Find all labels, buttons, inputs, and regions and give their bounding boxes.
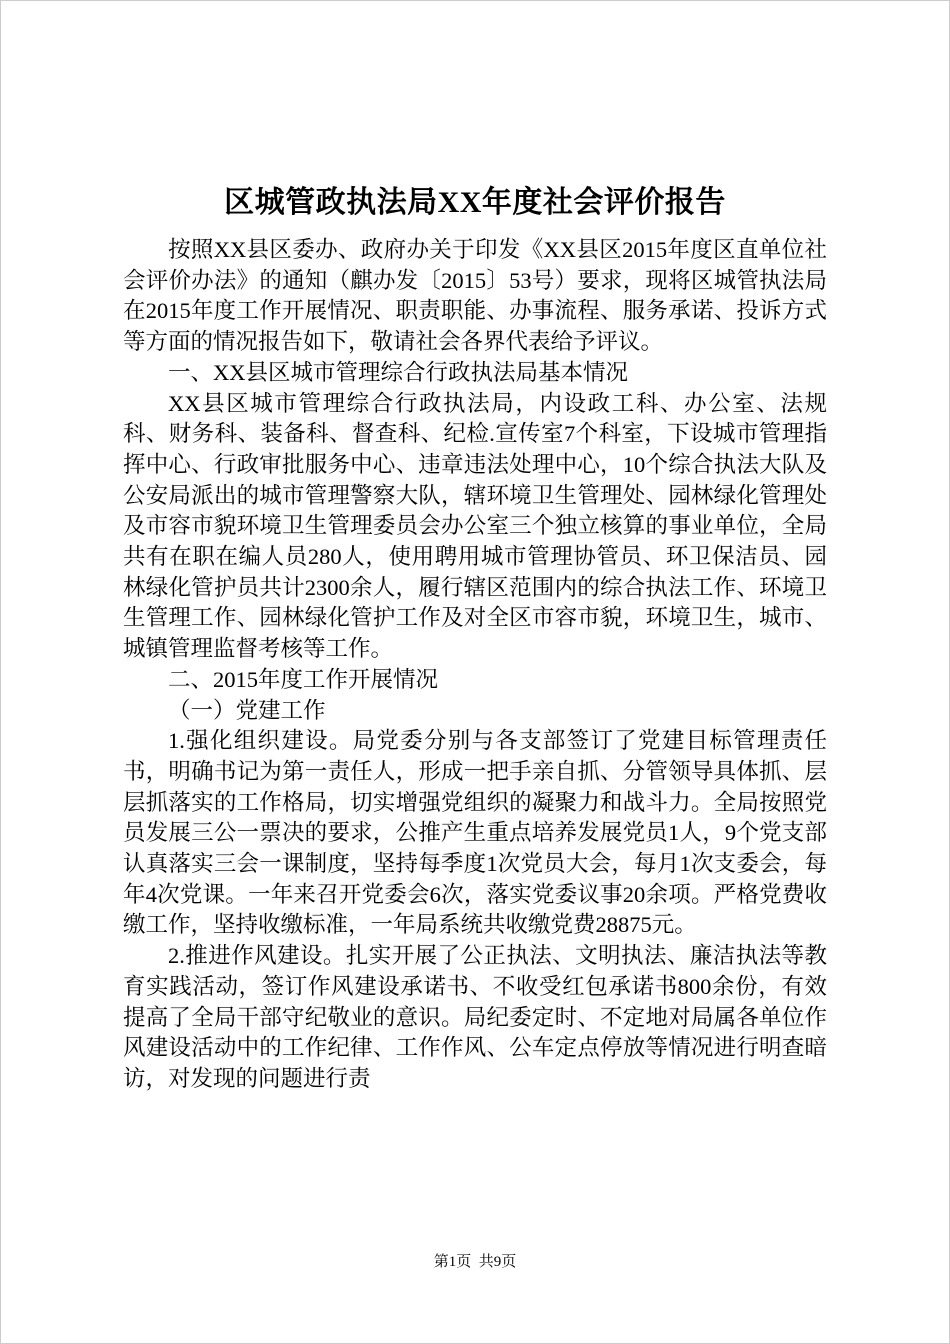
paragraph-section-2-heading: 二、2015年度工作开展情况	[168, 666, 439, 692]
paragraph-item-1: 1.强化组织建设。局党委分别与各支部签订了党建目标管理责任书，明确书记为第一责任人，形成一把手亲自抓、分管领导具体抓、层层抓落实的工作格局，切实增强党组织的凝聚力和战斗力。全局按照党员发展三公一票决的要求，公推产生重点培养发展党员1人，9个党支部认真落实三会一课制度，坚持每季度1次党员大会，每月1次支委会，每年4次党课。一年来召开党委会6次，落实党委议事20余项。严格党费收缴工作，坚持收缴标准，一年局系统共收缴党费28875元。	[123, 728, 827, 938]
paragraph-section-1-body: XX县区城市管理综合行政执法局，内设政工科、办公室、法规科、财务科、装备科、督查科、纪检.宣传室7个科室，下设城市管理指挥中心、行政审批服务中心、违章违法处理中心，10个综合执法大队及公安局派出的城市管理警察大队，辖环境卫生管理处、园林绿化管理处及市容市貌环境卫生管理委员会办公室三个独立核算的事业单位，全局共有在职在编人员280人，使用聘用城市管理协管员、环卫保洁员、园林绿化管护员共计2300余人，履行辖区范围内的综合执法工作、环境卫生管理工作、园林绿化管护工作及对全区市容市貌，环境卫生，城市、城镇管理监督考核等工作。	[123, 390, 827, 662]
paragraph-section-1-heading: 一、XX县区城市管理综合行政执法局基本情况	[168, 359, 628, 385]
page-title: 区城管政执法局XX年度社会评价报告	[224, 186, 726, 219]
page-footer: 第1页 共9页	[433, 1254, 517, 1270]
paragraph-subsection-heading: （一）党建工作	[168, 697, 326, 723]
paragraph-intro: 按照XX县区委办、政府办关于印发《XX县区2015年度区直单位社会评价办法》的通知（麒办发〔2015〕53号）要求，现将区城管执法局在2015年度工作开展情况、职责职能、办事流程、服务承诺、投诉方式等方面的情况报告如下，敬请社会各界代表给予评议。	[123, 237, 827, 355]
paragraph-item-2: 2.推进作风建设。扎实开展了公正执法、文明执法、廉洁执法等教育实践活动，签订作风建设承诺书、不收受红包承诺书800余份，有效提高了全局干部守纪敬业的意识。局纪委定时、不定地对局属各单位作风建设活动中的工作纪律、工作作风、公车定点停放等情况进行明查暗访，对发现的问题进行责	[123, 943, 827, 1091]
